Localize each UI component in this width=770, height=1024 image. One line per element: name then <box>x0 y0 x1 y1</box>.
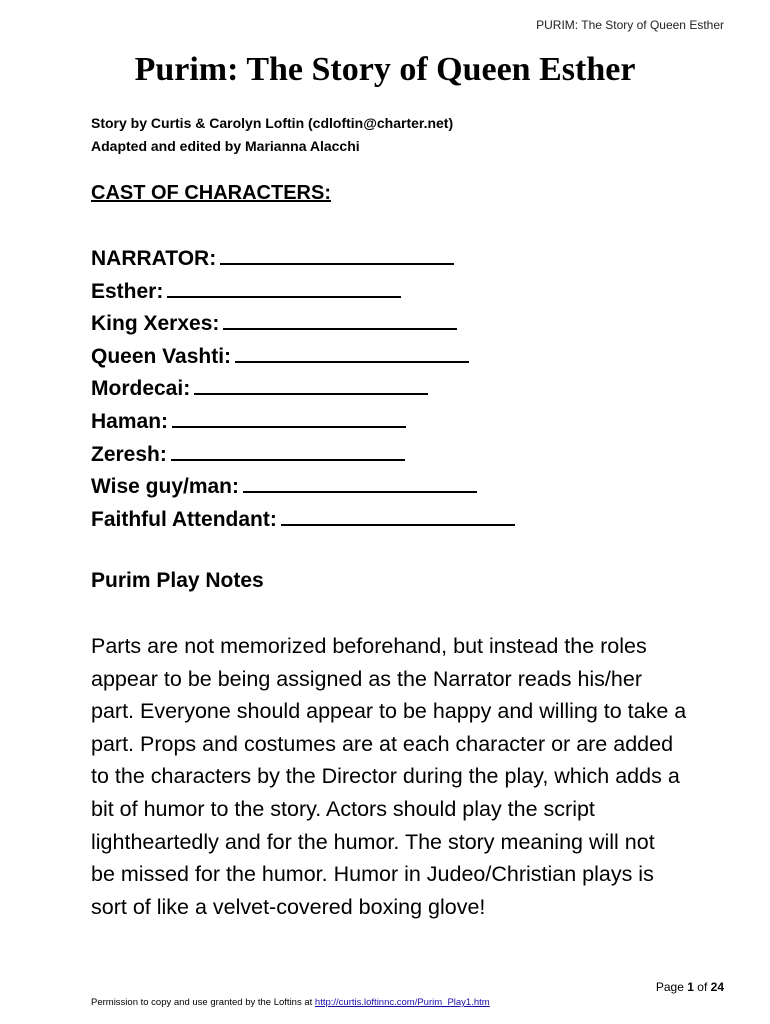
running-header: PURIM: The Story of Queen Esther <box>536 18 724 32</box>
cast-list <box>91 243 515 536</box>
page-prefix: Page <box>655 980 684 994</box>
cast-role <box>91 276 515 309</box>
role-label: King Xerxes: <box>91 312 220 336</box>
name-blank <box>243 474 477 493</box>
cast-heading: CAST OF CHARACTERS: <box>91 182 331 204</box>
role-label: Haman: <box>91 409 169 433</box>
notes-line: part. Props and costumes are at each character or are added <box>91 731 674 756</box>
notes-heading: Purim Play Notes <box>91 569 264 592</box>
name-blank <box>220 246 454 265</box>
page-total: 24 <box>710 980 724 994</box>
footer-link[interactable]: http://curtis.loftinnc.com/Purim_Play1.htm <box>314 997 490 1008</box>
footer-text: Permission to copy and use granted by the Loftins at <box>91 997 313 1008</box>
document-title: Purim: The Story of Queen Esther <box>134 51 636 88</box>
role-label: Faithful Attendant: <box>91 507 277 531</box>
notes-line: lightheartedly and for the humor. The story meaning will not <box>91 829 655 854</box>
notes-line: to the characters by the Director during the play, which adds a <box>91 764 680 789</box>
role-label: Wise guy/man: <box>91 475 240 499</box>
page-current: 1 <box>687 980 694 994</box>
notes-body <box>91 630 731 923</box>
page-number <box>656 980 724 994</box>
name-blank <box>194 376 428 395</box>
role-label: Queen Vashti: <box>91 344 232 368</box>
cast-role <box>91 504 515 537</box>
role-label: Mordecai: <box>91 377 191 401</box>
cast-role <box>91 406 515 439</box>
footer <box>91 997 490 1008</box>
adaptation-credit: Adapted and edited by Marianna Alacchi <box>91 138 360 154</box>
notes-line: be missed for the humor. Humor in Judeo/Christian plays is <box>91 862 654 887</box>
name-blank <box>281 507 515 526</box>
role-label: NARRATOR: <box>91 247 217 270</box>
role-label: Zeresh: <box>91 442 167 466</box>
cast-role <box>91 308 515 341</box>
cast-role <box>91 243 515 276</box>
notes-line: bit of humor to the story. Actors should play the script <box>91 796 595 821</box>
cast-role <box>91 439 515 472</box>
credits <box>91 112 453 158</box>
notes-line: Parts are not memorized beforehand, but instead the roles <box>91 634 647 658</box>
cast-role <box>91 471 515 504</box>
notes-line: sort of like a velvet-covered boxing glove! <box>91 894 486 919</box>
name-blank <box>223 311 457 330</box>
role-label: Esther: <box>91 279 164 303</box>
notes-line: appear to be being assigned as the Narrator reads his/her <box>91 666 642 691</box>
name-blank <box>172 409 406 428</box>
cast-role <box>91 341 515 374</box>
cast-role <box>91 373 515 406</box>
name-blank <box>167 279 401 298</box>
story-credit: Story by Curtis & Carolyn Loftin (cdloftin@charter.net) <box>91 115 454 131</box>
page-of: of <box>697 980 708 994</box>
name-blank <box>235 344 469 363</box>
name-blank <box>171 442 405 461</box>
notes-line: part. Everyone should appear to be happy and willing to take a <box>91 699 687 724</box>
